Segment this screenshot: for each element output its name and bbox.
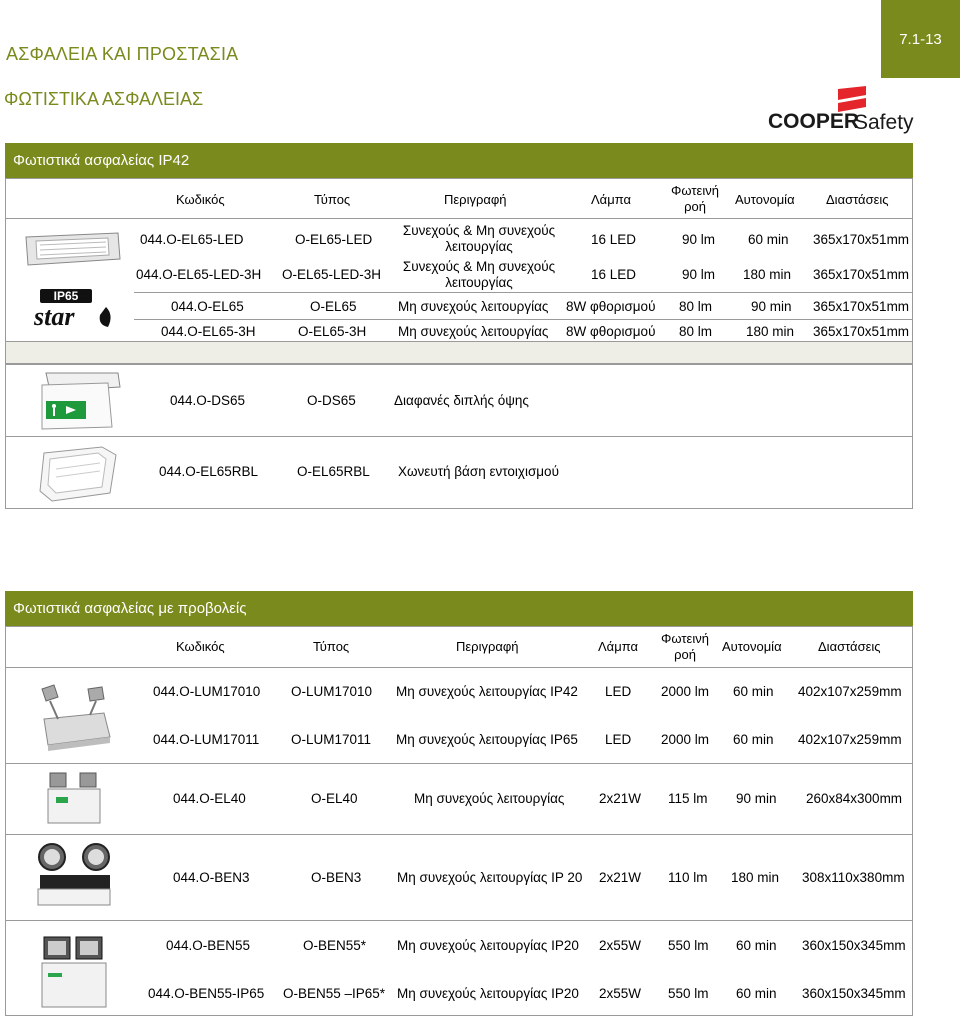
s1-row2-lamp: 16 LED (591, 267, 637, 282)
page-number: 7.1-13 (881, 0, 960, 78)
cooper-safety-logo (766, 86, 916, 134)
s1-row3-type: O-EL65 (310, 299, 357, 314)
s2-row2-code: 044.O-LUM17011 (153, 732, 260, 747)
s2-row6-autonomy: 60 min (736, 986, 777, 1001)
s2-row5-code: 044.O-BEN55 (166, 938, 251, 953)
acc1-type: O-DS65 (307, 393, 356, 408)
s2-row3-type: O-EL40 (311, 791, 358, 806)
s2-header-code: Κωδικός (176, 639, 225, 654)
s2-row6-type: O-BEN55 –IP65* (283, 986, 386, 1001)
s1-row2-autonomy: 180 min (743, 267, 792, 282)
s2-header-autonomy: Αυτονομία (722, 639, 782, 654)
s1-row2-desc: Συνεχούς & Μη συνεχούς λειτουργίας (402, 259, 556, 290)
s2-row3-lamp: 2x21W (599, 791, 642, 806)
s2-row1-flux: 2000 lm (661, 684, 710, 699)
acc2-type: O-EL65RBL (297, 464, 370, 479)
s2-row3-flux: 115 lm (668, 791, 708, 806)
s2-header-flux: Φωτεινή ροή (661, 631, 709, 662)
page-heading: ΑΣΦΑΛΕΙΑ ΚΑΙ ΠΡΟΣΤΑΣΙΑ (6, 44, 239, 64)
s2-row4-lamp: 2x21W (599, 870, 642, 885)
s2-row4-type: O-BEN3 (311, 870, 362, 885)
s1-row3-flux: 80 lm (679, 299, 713, 314)
logo-brand: COOPER (768, 110, 860, 133)
s1-row1-lamp: 16 LED (591, 232, 637, 247)
s2-row2-desc: Μη συνεχούς λειτουργίας IP65 (396, 732, 578, 747)
s2-row1-dims: 402x107x259mm (798, 684, 902, 699)
s2-row6-dims: 360x150x345mm (802, 986, 906, 1001)
s2-row4-desc: Μη συνεχούς λειτουργίας IP 20 (397, 870, 583, 885)
s2-row4-code: 044.O-BEN3 (173, 870, 250, 885)
header-code: Κωδικός (176, 192, 225, 207)
s1-row2-dims: 365x170x51mm (813, 267, 910, 282)
el65-product-image (20, 229, 124, 333)
acc1-code: 044.O-DS65 (170, 393, 246, 408)
spacer-row (5, 342, 913, 364)
acc1-desc: Διαφανές διπλής όψης (394, 393, 529, 408)
s1-row4-flux: 80 lm (679, 324, 713, 339)
section1-title: Φωτιστικά ασφαλείας IP42 (5, 143, 913, 178)
s2-row5-lamp: 2x55W (599, 938, 642, 953)
s1-row4-lamp: 8W φθορισμού (566, 324, 656, 339)
s2-row3-dims: 260x84x300mm (806, 791, 903, 806)
s2-row4-autonomy: 180 min (731, 870, 780, 885)
s2-row2-lamp: LED (605, 732, 632, 747)
s2-row4-dims: 308x110x380mm (802, 870, 905, 885)
s2-row2-dims: 402x107x259mm (798, 732, 902, 747)
s1-row2-code: 044.O-EL65-LED-3H (136, 267, 262, 282)
s1-row2-flux: 90 lm (682, 267, 716, 282)
s1-row1-type: O-EL65-LED (295, 232, 373, 247)
header-lamp: Λάμπα (591, 192, 631, 207)
s1-row1-autonomy: 60 min (748, 232, 789, 247)
s2-row6-flux: 550 lm (668, 986, 709, 1001)
s2-row1-code: 044.O-LUM17010 (153, 684, 261, 699)
el40-product-image (44, 769, 106, 827)
header-desc: Περιγραφή (444, 192, 507, 207)
s1-row1-desc: Συνεχούς & Μη συνεχούς λειτουργίας (402, 223, 556, 254)
s1-row1-code: 044.O-EL65-LED (140, 232, 244, 247)
s1-row1-flux: 90 lm (682, 232, 716, 247)
s2-row1-type: O-LUM17010 (291, 684, 373, 699)
s2-row2-type: O-LUM17011 (291, 732, 372, 747)
s1-row4-code: 044.O-EL65-3H (161, 324, 256, 339)
s2-row2-flux: 2000 lm (661, 732, 710, 747)
s2-row5-flux: 550 lm (668, 938, 709, 953)
s1-row2-type: O-EL65-LED-3H (282, 267, 382, 282)
section2-title: Φωτιστικά ασφαλείας με προβολείς (5, 591, 913, 626)
s1-row4-autonomy: 180 min (746, 324, 795, 339)
ip65-badge: IP65 (53, 289, 79, 303)
ben3-product-image (34, 839, 114, 909)
s2-row1-lamp: LED (605, 684, 632, 699)
s2-row1-autonomy: 60 min (733, 684, 774, 699)
page-subheading: ΦΩΤΙΣΤΙΚΑ ΑΣΦΑΛΕΙΑΣ (4, 89, 204, 109)
s1-row4-type: O-EL65-3H (298, 324, 367, 339)
s1-row3-desc: Μη συνεχούς λειτουργίας (398, 299, 549, 314)
acc2-desc: Χωνευτή βάση εντοιχισμού (398, 464, 559, 479)
header-flux: Φωτεινή ροή (671, 183, 719, 214)
s2-row3-autonomy: 90 min (736, 791, 777, 806)
s1-row3-dims: 365x170x51mm (813, 299, 910, 314)
s1-row1-dims: 365x170x51mm (813, 232, 910, 247)
header-autonomy: Αυτονομία (735, 192, 795, 207)
s2-row5-autonomy: 60 min (736, 938, 777, 953)
s1-row3-code: 044.O-EL65 (171, 299, 244, 314)
s2-header-desc: Περιγραφή (456, 639, 519, 654)
ben55-product-image (38, 933, 110, 1011)
s2-row5-type: O-BEN55* (303, 938, 367, 953)
s2-row3-code: 044.O-EL40 (173, 791, 246, 806)
s2-row6-code: 044.O-BEN55-IP65 (148, 986, 265, 1001)
section1-table (5, 178, 913, 342)
lum-product-image (32, 679, 116, 759)
s1-row3-autonomy: 90 min (751, 299, 792, 314)
s1-row4-desc: Μη συνεχούς λειτουργίας (398, 324, 549, 339)
el65rbl-product-image (32, 445, 122, 505)
s2-row4-flux: 110 lm (668, 870, 708, 885)
s2-row2-autonomy: 60 min (733, 732, 774, 747)
ds65-product-image (32, 371, 122, 433)
s2-header-dims: Διαστάσεις (818, 639, 881, 654)
s2-row5-desc: Μη συνεχούς λειτουργίας IP20 (397, 938, 579, 953)
logo-suffix: Safety (854, 111, 914, 134)
s2-row5-dims: 360x150x345mm (802, 938, 906, 953)
section2-table (5, 626, 913, 1016)
s1-row3-lamp: 8W φθορισμού (566, 299, 656, 314)
s2-header-type: Τύπος (313, 639, 350, 654)
acc2-code: 044.O-EL65RBL (159, 464, 259, 479)
header-type: Τύπος (314, 192, 351, 207)
s2-row6-lamp: 2x55W (599, 986, 642, 1001)
header-dims: Διαστάσεις (826, 192, 889, 207)
s2-row1-desc: Μη συνεχούς λειτουργίας IP42 (396, 684, 578, 699)
s1-row4-dims: 365x170x51mm (813, 324, 910, 339)
s2-row3-desc: Μη συνεχούς λειτουργίας (414, 791, 565, 806)
s2-row6-desc: Μη συνεχούς λειτουργίας IP20 (397, 986, 579, 1001)
accessories-table (5, 364, 913, 509)
svg-text:star: star (34, 302, 75, 331)
s2-header-lamp: Λάμπα (598, 639, 638, 654)
